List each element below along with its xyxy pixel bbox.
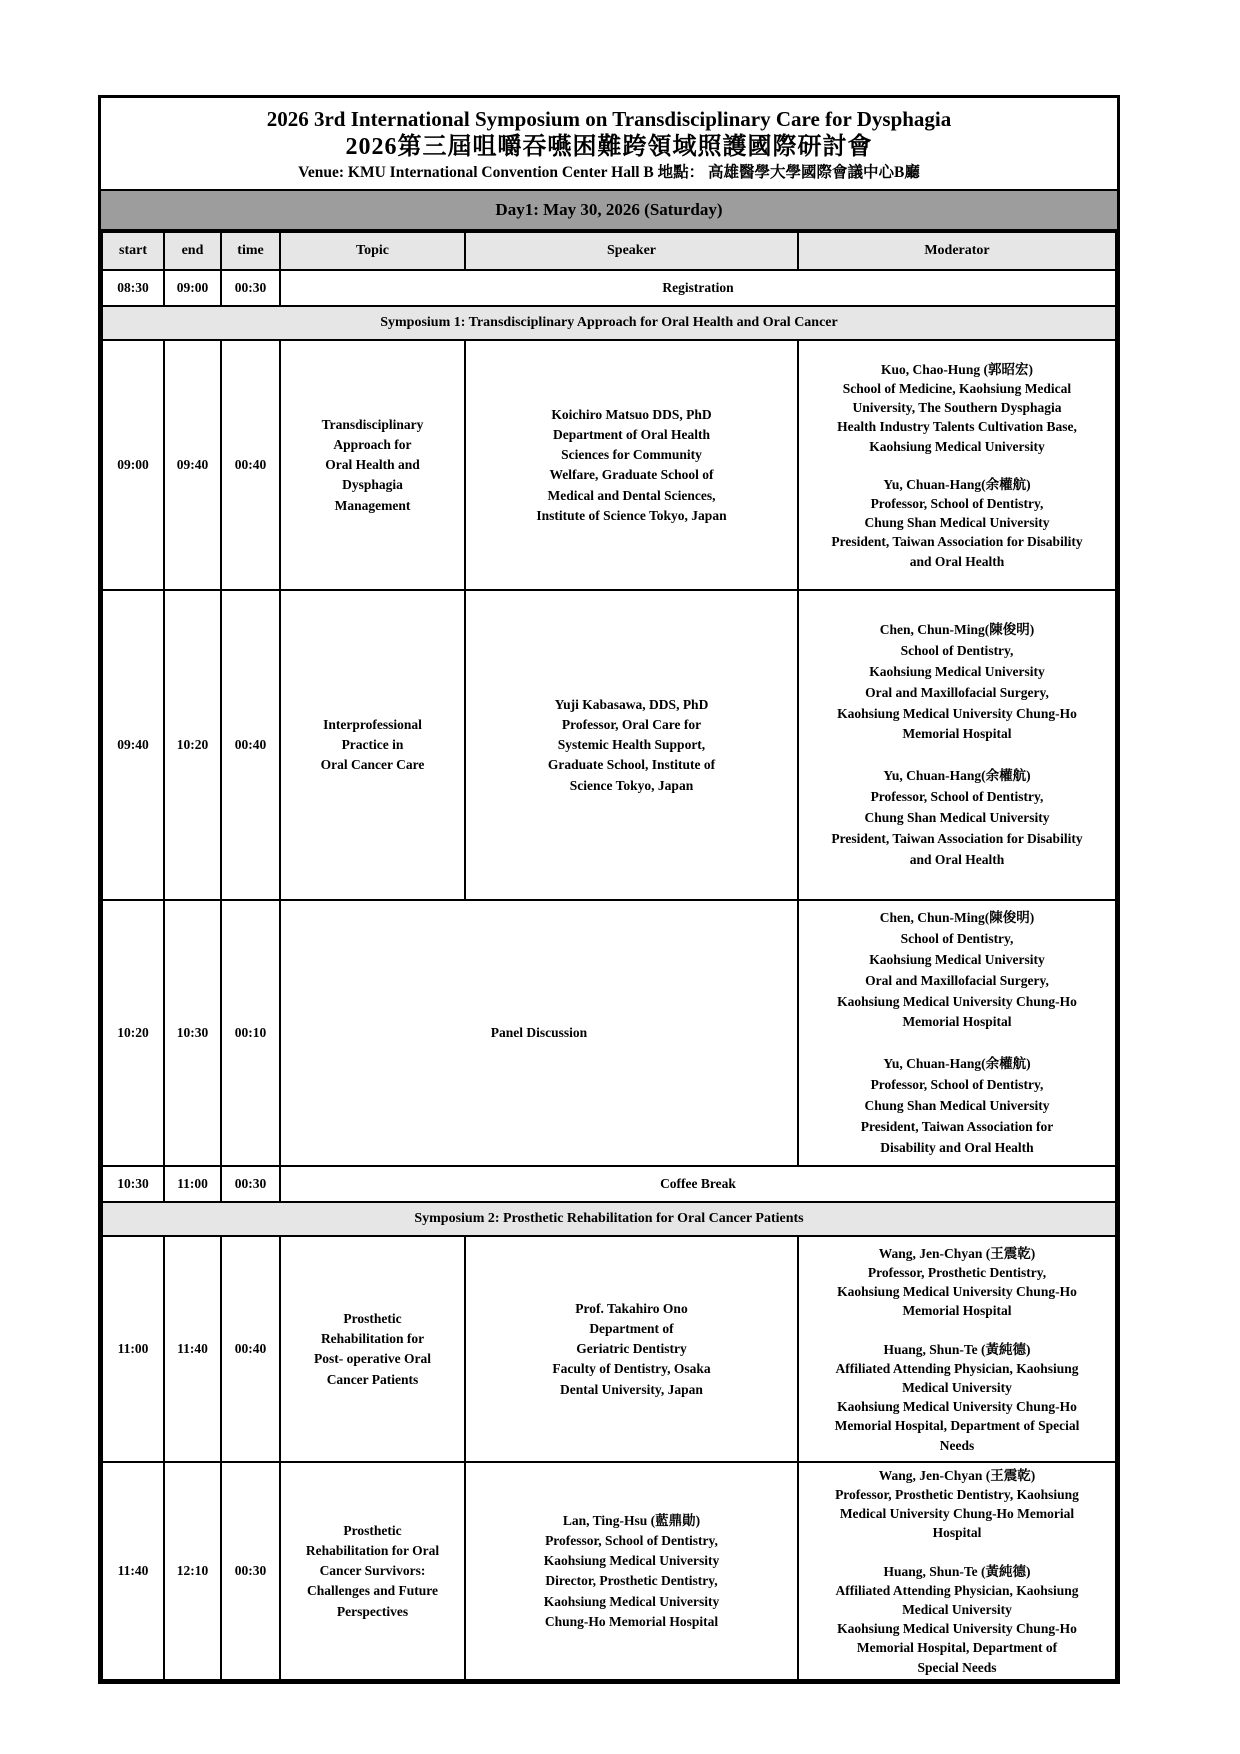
panel-discussion-label: Panel Discussion: [280, 900, 798, 1166]
cell-speaker: Koichiro Matsuo DDS, PhD Department of Oral Health Sciences for Community Welfare, Graduate School of Medical and Dental Sciences, Institute of Science Tokyo, Japan: [465, 340, 798, 590]
coffee-break-label: Coffee Break: [280, 1166, 1116, 1202]
col-header-speaker: Speaker: [465, 232, 798, 270]
cell-time: 00:10: [221, 900, 280, 1166]
cell-end: 09:40: [164, 340, 221, 590]
cell-topic: Prosthetic Rehabilitation for Post- operative Oral Cancer Patients: [280, 1236, 465, 1462]
cell-speaker: Prof. Takahiro Ono Department of Geriatric Dentistry Faculty of Dentistry, Osaka Dental University, Japan: [465, 1236, 798, 1462]
coffee-break-row: [102, 1166, 1116, 1202]
venue-line: Venue: KMU International Convention Center Hall B 地點： 高雄醫學大學國際會議中心B廳: [298, 164, 920, 182]
col-header-topic: Topic: [280, 232, 465, 270]
cell-start: 11:00: [102, 1236, 164, 1462]
cell-time: 00:30: [221, 1462, 280, 1680]
cell-time: 00:40: [221, 1236, 280, 1462]
symposium2-header-row: [102, 1202, 1116, 1236]
col-header-time: time: [221, 232, 280, 270]
panel-discussion-row: [102, 900, 1116, 1166]
cell-time: 00:40: [221, 590, 280, 900]
cell-moderator: Kuo, Chao-Hung (郭昭宏) School of Medicine, Kaohsiung Medical University, The Southern Dysphagia Health Industry Talents Cultivation Base, Kaohsiung Medical University Yu, Chuan-Hang(余權航) Professor, School of Dentistry, Chung Shan Medical University President, Taiwan Association for Disability and Oral Health: [798, 340, 1116, 590]
cell-start: 11:40: [102, 1462, 164, 1680]
cell-topic: Transdisciplinary Approach for Oral Health and Dysphagia Management: [280, 340, 465, 590]
cell-end: 09:00: [164, 270, 221, 306]
cell-end: 12:10: [164, 1462, 221, 1680]
cell-moderator: Chen, Chun-Ming(陳俊明) School of Dentistry, Kaohsiung Medical University Oral and Maxillofacial Surgery, Kaohsiung Medical University Chung-Ho Memorial Hospital Yu, Chuan-Hang(余權航) Professor, School of Dentistry, Chung Shan Medical University President, Taiwan Association for Disability and Oral Health: [798, 900, 1116, 1166]
session-row: [102, 340, 1116, 590]
cell-start: 10:30: [102, 1166, 164, 1202]
col-header-moderator: Moderator: [798, 232, 1116, 270]
cell-moderator: Wang, Jen-Chyan (王震乾) Professor, Prosthetic Dentistry, Kaohsiung Medical University Chung-Ho Memorial Hospital Huang, Shun-Te (黃純德) Affiliated Attending Physician, Kaohsiung Medical University Kaohsiung Medical University Chung-Ho Memorial Hospital, Department of Special Needs: [798, 1462, 1116, 1680]
cell-end: 11:40: [164, 1236, 221, 1462]
symposium1-header: Symposium 1: Transdisciplinary Approach for Oral Health and Oral Cancer: [102, 306, 1116, 340]
cell-start: 09:40: [102, 590, 164, 900]
cell-time: 00:30: [221, 270, 280, 306]
session-row: [102, 590, 1116, 900]
col-header-start: start: [102, 232, 164, 270]
cell-time: 00:40: [221, 340, 280, 590]
cell-start: 08:30: [102, 270, 164, 306]
title-block: [101, 98, 1117, 189]
cell-start: 09:00: [102, 340, 164, 590]
symposium1-header-row: [102, 306, 1116, 340]
day-header: Day1: May 30, 2026 (Saturday): [101, 189, 1117, 231]
page-title: 2026 3rd International Symposium on Transdisciplinary Care for Dysphagia: [266, 107, 952, 131]
cell-topic: Interprofessional Practice in Oral Cancer Care: [280, 590, 465, 900]
column-header-row: [102, 232, 1116, 270]
cell-time: 00:30: [221, 1166, 280, 1202]
cell-moderator: Chen, Chun-Ming(陳俊明) School of Dentistry, Kaohsiung Medical University Oral and Maxillofacial Surgery, Kaohsiung Medical University Chung-Ho Memorial Hospital Yu, Chuan-Hang(余權航) Professor, School of Dentistry, Chung Shan Medical University President, Taiwan Association for Disability and Oral Health: [798, 590, 1116, 900]
session-row: [102, 1236, 1116, 1462]
cell-moderator: Wang, Jen-Chyan (王震乾) Professor, Prosthetic Dentistry, Kaohsiung Medical University Chung-Ho Memorial Hospital Huang, Shun-Te (黃純德) Affiliated Attending Physician, Kaohsiung Medical University Kaohsiung Medical University Chung-Ho Memorial Hospital, Department of Special Needs: [798, 1236, 1116, 1462]
cell-end: 10:30: [164, 900, 221, 1166]
symposium2-header: Symposium 2: Prosthetic Rehabilitation for Oral Cancer Patients: [102, 1202, 1116, 1236]
cell-speaker: Yuji Kabasawa, DDS, PhD Professor, Oral Care for Systemic Health Support, Graduate School, Institute of Science Tokyo, Japan: [465, 590, 798, 900]
cell-end: 10:20: [164, 590, 221, 900]
col-header-end: end: [164, 232, 221, 270]
session-row: [102, 1462, 1116, 1680]
cell-speaker: Lan, Ting-Hsu (藍鼎勛) Professor, School of Dentistry, Kaohsiung Medical University Director, Prosthetic Dentistry, Kaohsiung Medical University Chung-Ho Memorial Hospital: [465, 1462, 798, 1680]
cell-start: 10:20: [102, 900, 164, 1166]
registration-row: [102, 270, 1116, 306]
registration-label: Registration: [280, 270, 1116, 306]
cell-topic: Prosthetic Rehabilitation for Oral Cancer Survivors: Challenges and Future Perspectives: [280, 1462, 465, 1680]
schedule-table: [101, 231, 1117, 1681]
program-sheet: [98, 95, 1120, 1684]
cell-end: 11:00: [164, 1166, 221, 1202]
page-title-chinese: 2026第三屆咀嚼吞嚥困難跨領域照護國際研討會: [345, 134, 873, 161]
